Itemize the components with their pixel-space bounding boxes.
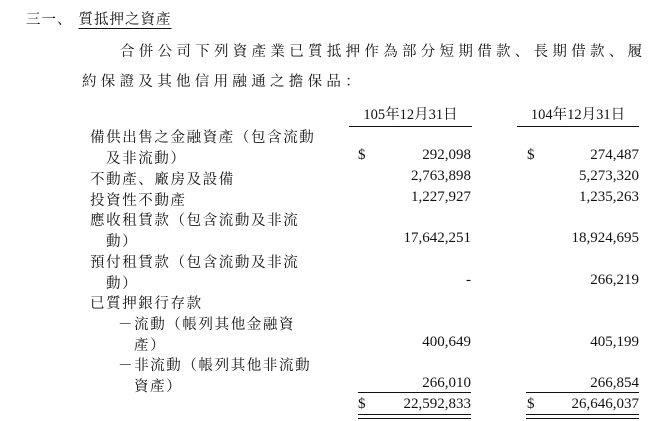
value-cell: 266,854 <box>526 375 639 393</box>
section-title: 質抵押之資產 <box>78 12 172 28</box>
value-cell: 266,010 <box>358 375 471 393</box>
row-label: －流動（帳列其他金融資 <box>118 317 296 333</box>
value-cell: 18,924,695 <box>571 230 639 246</box>
currency-symbol: $ <box>358 396 366 412</box>
total-double-underline <box>358 414 471 419</box>
value-cell: 274,487 <box>590 147 639 163</box>
intro-line-2: 約保證及其他信用融通之擔保品： <box>82 74 364 90</box>
currency-symbol: $ <box>358 147 366 163</box>
value-cell: 2,763,898 <box>411 168 471 184</box>
value-cell: 292,098 <box>422 147 471 163</box>
row-label-continued: 動） <box>106 276 139 292</box>
row-label: 應收租賃款（包含流動及非流 <box>90 213 300 229</box>
value-cell: 1,235,263 <box>579 189 639 205</box>
row-label: 備供出售之金融資產（包含流動 <box>90 130 316 146</box>
row-label: 不動產、廠房及設備 <box>90 172 235 188</box>
total-double-underline <box>526 414 639 419</box>
total-value: 22,592,833 <box>403 396 471 412</box>
value-cell: 405,199 <box>590 334 639 350</box>
row-label: －非流動（帳列其他非流動 <box>118 358 312 374</box>
value-cell: - <box>466 272 471 288</box>
currency-symbol: $ <box>527 396 535 412</box>
column-header-2015: 104年12月31日 <box>517 103 639 127</box>
value-cell: 1,227,927 <box>411 189 471 205</box>
value-cell: 17,642,251 <box>403 230 471 246</box>
currency-symbol: $ <box>527 147 535 163</box>
intro-line-1: 合併公司下列資產業已質抵押作為部分短期借款、長期借款、履 <box>120 44 647 60</box>
row-label: 預付租賃款（包含流動及非流 <box>90 255 300 271</box>
row-label-continued: 產） <box>134 338 167 354</box>
section-heading <box>26 8 172 29</box>
row-label: 投資性不動產 <box>90 193 187 209</box>
row-label-continued: 動） <box>106 234 139 250</box>
value-cell: 400,649 <box>422 334 471 350</box>
row-label-continued: 資產） <box>134 379 183 395</box>
row-label-continued: 及非流動） <box>106 151 187 167</box>
value-cell: 5,273,320 <box>579 168 639 184</box>
column-header-2016: 105年12月31日 <box>349 103 472 127</box>
value-cell: 266,219 <box>590 272 639 288</box>
row-label: 已質押銀行存款 <box>90 296 203 312</box>
total-value: 26,646,037 <box>571 396 639 412</box>
section-number: 三一、 <box>26 12 73 28</box>
